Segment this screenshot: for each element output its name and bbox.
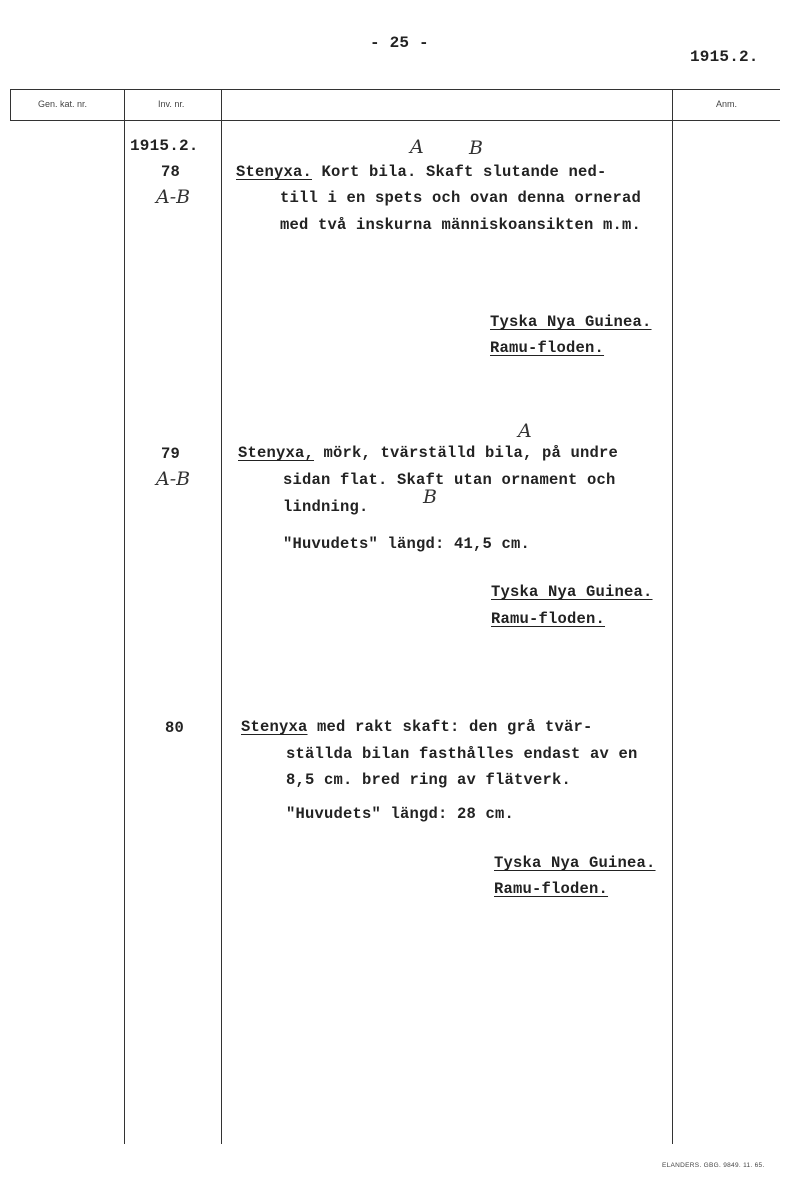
inventory-number: 79 bbox=[161, 445, 181, 463]
entry-text-line: ställda bilan fasthålles endast av en bbox=[286, 745, 638, 763]
form-header-rule bbox=[10, 120, 780, 121]
column-header-inv: Inv. nr. bbox=[158, 99, 185, 109]
entry-locality: Tyska Nya Guinea. bbox=[490, 313, 652, 331]
entry-locality-river: Ramu-floden. bbox=[490, 339, 605, 357]
column-header-anm: Anm. bbox=[716, 99, 738, 109]
entry-title: Stenyxa. bbox=[236, 163, 313, 181]
handwritten-mark-a: A bbox=[410, 136, 424, 158]
entry-locality: Tyska Nya Guinea. bbox=[494, 854, 656, 872]
inventory-number: 78 bbox=[161, 163, 181, 181]
entry-measurement: "Huvudets" längd: 28 cm. bbox=[286, 805, 515, 823]
entry-locality: Tyska Nya Guinea. bbox=[491, 583, 653, 601]
printer-footer: ELANDERS. GBG. 9849. 11. 65. bbox=[662, 1162, 765, 1169]
entry-text-line bbox=[236, 163, 607, 181]
entry-text-line bbox=[238, 444, 618, 462]
entry-title: Stenyxa, bbox=[238, 444, 315, 462]
column-header-gen-kat: Gen. kat. nr. bbox=[38, 99, 88, 109]
entry-measurement: "Huvudets" längd: 41,5 cm. bbox=[283, 535, 531, 553]
entry-text: mörk, tvärställd bila, på undre bbox=[314, 444, 619, 462]
entry-text-line: 8,5 cm. bred ring av flätverk. bbox=[286, 771, 572, 789]
header-reference: 1915.2. bbox=[690, 48, 759, 66]
entry-text: med rakt skaft: den grå tvär- bbox=[307, 718, 593, 736]
entry-text-line: sidan flat. Skaft utan ornament och bbox=[283, 471, 616, 489]
entry-locality-river: Ramu-floden. bbox=[494, 880, 609, 898]
handwritten-mark-b: B bbox=[423, 486, 437, 508]
entry-text-line: med två inskurna människoansikten m.m. bbox=[280, 216, 642, 234]
page-number: - 25 - bbox=[370, 34, 429, 52]
handwritten-mark-b: B bbox=[469, 137, 483, 159]
entry-text-line bbox=[241, 718, 593, 736]
entry-text-line: lindning. bbox=[283, 498, 369, 516]
handwritten-inventory-mark: A-B bbox=[156, 186, 191, 208]
entry-text-line: till i en spets och ovan denna ornerad bbox=[280, 189, 642, 207]
handwritten-mark-a: A bbox=[518, 420, 532, 442]
inventory-number: 80 bbox=[165, 719, 185, 737]
column-divider-text-anm bbox=[672, 89, 673, 1144]
column-divider-inv-text bbox=[221, 89, 222, 1144]
form-left-edge bbox=[10, 89, 11, 121]
entry-text: Kort bila. Skaft slutande ned- bbox=[312, 163, 607, 181]
inventory-series-label: 1915.2. bbox=[130, 137, 199, 155]
handwritten-inventory-mark: A-B bbox=[156, 468, 191, 490]
entry-locality-river: Ramu-floden. bbox=[491, 610, 606, 628]
form-top-rule bbox=[10, 89, 780, 90]
entry-title: Stenyxa bbox=[241, 718, 308, 736]
column-divider-gen-inv bbox=[124, 89, 125, 1144]
